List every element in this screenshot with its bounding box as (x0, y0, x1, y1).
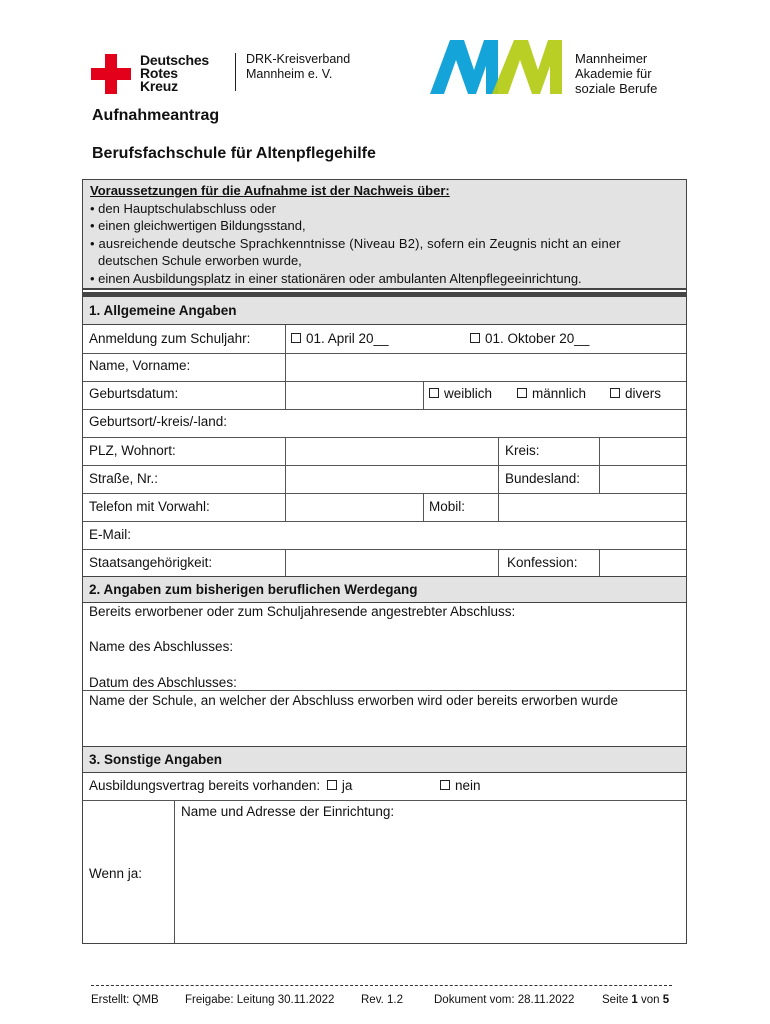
einrichtung-label: Name und Adresse der Einrichtung: (181, 804, 395, 819)
cell-divider (285, 493, 286, 521)
option-maennlich-label: männlich (532, 386, 587, 401)
row-divider (83, 353, 686, 354)
section-1-header: 1. Allgemeine Angaben (83, 296, 686, 325)
option-april[interactable] (291, 331, 389, 346)
konfession-label: Konfession: (507, 555, 578, 570)
checkbox-icon[interactable] (610, 388, 620, 398)
bundesland-label: Bundesland: (505, 471, 581, 486)
footer-rule (91, 985, 672, 986)
cell-divider (285, 549, 286, 576)
section-3-header: 3. Sonstige Angaben (83, 746, 686, 773)
section-2-header: 2. Angaben zum bisherigen beruflichen Werdegang (83, 576, 686, 603)
option-divers-label: divers (625, 386, 662, 401)
page-prefix: Seite (602, 994, 629, 1006)
cell-divider (498, 549, 499, 576)
drk-org-line: DRK-Kreisverband (246, 52, 351, 66)
geburtsort-label: Geburtsort/-kreis/-land: (89, 414, 228, 429)
requirement-item: • den Hauptschulabschluss oder (90, 200, 276, 216)
option-divers[interactable] (610, 386, 661, 401)
checkbox-icon[interactable] (517, 388, 527, 398)
cell-divider (599, 549, 600, 576)
schule-label: Name der Schule, an welcher der Abschluss erworben wird oder bereits erworben wurde (89, 693, 619, 708)
maf-line: soziale Berufe (575, 81, 658, 96)
datum-abschluss-label: Datum des Abschlusses: (89, 675, 237, 690)
footer-erstellt: Erstellt: QMB (91, 994, 159, 1006)
option-maennlich[interactable] (517, 386, 586, 401)
footer-page-number (602, 994, 669, 1006)
drk-logo (91, 53, 231, 95)
requirements-box (83, 180, 686, 290)
page-title: Aufnahmeantrag (92, 107, 220, 124)
option-nein-label: nein (455, 778, 481, 793)
option-april-label: 01. April 20__ (306, 331, 389, 346)
row-divider (83, 690, 686, 691)
option-nein[interactable] (440, 778, 481, 793)
drk-org-line: Mannheim e. V. (246, 67, 333, 81)
drk-logo-line: Deutsches (140, 52, 210, 68)
option-weiblich-label: weiblich (444, 386, 493, 401)
anmeldung-label: Anmeldung zum Schuljahr: (89, 331, 251, 346)
drk-org-name (246, 52, 350, 82)
name-abschluss-label: Name des Abschlusses: (89, 639, 234, 654)
requirement-item: • ausreichende deutsche Sprachkenntnisse (Niveau B2), sofern ein Zeugnis nicht an einer (90, 235, 621, 251)
plz-label: PLZ, Wohnort: (89, 443, 176, 458)
requirements-heading: Voraussetzungen für die Aufnahme ist der Nachweis über: (90, 183, 450, 198)
application-form (82, 179, 687, 944)
requirement-item: • einen Ausbildungsplatz in einer stationären oder ambulanten Altenpflegeeinrichtung. (90, 270, 582, 286)
footer-freigabe: Freigabe: Leitung 30.11.2022 (185, 994, 335, 1006)
name-label: Name, Vorname: (89, 358, 191, 373)
red-cross-icon (91, 54, 131, 94)
page-subtitle: Berufsfachschule für Altenpflegehilfe (92, 145, 376, 162)
page-mid: von (641, 994, 660, 1006)
maf-name (575, 51, 657, 96)
footer-rev: Rev. 1.2 (361, 994, 403, 1006)
maf-logo-icon (428, 36, 568, 96)
email-label: E-Mail: (89, 527, 132, 542)
staatsangehoerigkeit-label: Staatsangehörigkeit: (89, 555, 213, 570)
cell-divider (285, 353, 286, 381)
checkbox-icon[interactable] (327, 780, 337, 790)
checkbox-icon[interactable] (470, 333, 480, 343)
double-separator (83, 288, 686, 290)
mobil-label: Mobil: (429, 499, 466, 514)
option-weiblich[interactable] (429, 386, 492, 401)
row-divider (83, 549, 686, 550)
row-divider (83, 437, 686, 438)
drk-logo-line: Kreuz (140, 78, 178, 94)
vertrag-label (89, 778, 352, 793)
cell-divider (498, 493, 499, 521)
geburtsdatum-label: Geburtsdatum: (89, 386, 179, 401)
row-divider (83, 493, 686, 494)
footer-dokument: Dokument vom: 28.11.2022 (434, 994, 575, 1006)
vertrag-text: Ausbildungsvertrag bereits vorhanden: (89, 778, 321, 793)
row-divider (83, 521, 686, 522)
checkbox-icon[interactable] (440, 780, 450, 790)
drk-logo-line: Rotes (140, 65, 178, 81)
requirement-item: • einen gleichwertigen Bildungsstand, (90, 218, 306, 233)
header-divider (235, 53, 236, 91)
cell-divider (423, 381, 424, 409)
row-divider (83, 409, 686, 410)
page-current: 1 (631, 994, 638, 1006)
option-ja-label[interactable]: ja (341, 778, 353, 793)
kreis-label: Kreis: (505, 443, 540, 458)
checkbox-icon[interactable] (291, 333, 301, 343)
abschluss-label: Bereits erworbener oder zum Schuljahresende angestrebter Abschluss: (89, 604, 516, 619)
row-divider (83, 465, 686, 466)
cell-divider (174, 800, 175, 943)
option-oktober-label: 01. Oktober 20__ (485, 331, 590, 346)
checkbox-icon[interactable] (429, 388, 439, 398)
row-divider (83, 381, 686, 382)
option-oktober[interactable] (470, 331, 589, 346)
cell-divider (285, 381, 286, 409)
wenn-ja-label: Wenn ja: (89, 866, 143, 881)
telefon-label: Telefon mit Vorwahl: (89, 499, 210, 514)
maf-line: Mannheimer (575, 51, 648, 66)
strasse-label: Straße, Nr.: (89, 471, 159, 486)
cell-divider (285, 325, 286, 353)
cell-divider (423, 493, 424, 521)
requirement-item: deutschen Schule erworben wurde, (98, 253, 302, 268)
maf-line: Akademie für (575, 66, 652, 81)
page-total: 5 (662, 994, 670, 1006)
